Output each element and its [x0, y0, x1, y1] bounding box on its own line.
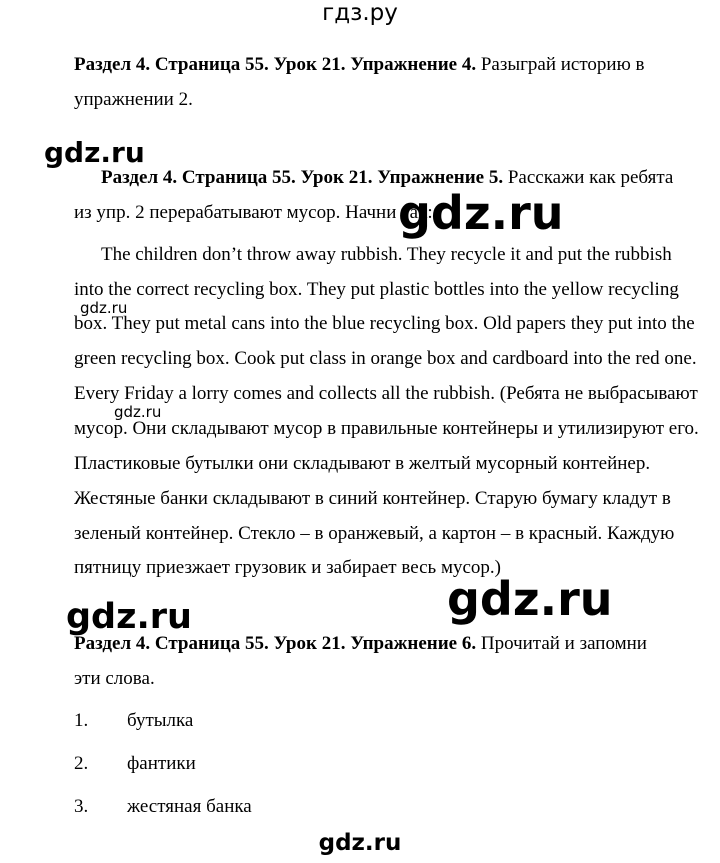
ex5-text-0: The children don’t throw away rubbish. They recycle it and put the rubbish — [101, 244, 672, 265]
ex5-text-1: into the correct recycling box. They put plastic bottles into the yellow recycling — [74, 279, 679, 300]
watermark-2: gdz.ru — [398, 186, 564, 240]
ex5-text-8: зеленый контейнер. Стекло – в оранжевый, а картон – в красный. Каждую — [74, 523, 675, 544]
ex6-task: Прочитай и запомни — [476, 633, 647, 654]
ex4-line2: упражнении 2. — [74, 89, 193, 110]
ex5-line2: из упр. 2 перерабатывают мусор. Начни так: — [74, 202, 433, 223]
ex4-line1 — [74, 54, 645, 76]
watermark-1: gdz.ru — [44, 136, 145, 169]
ex5-text-9: пятницу приезжает грузовик и забирает весь мусор.) — [74, 557, 501, 578]
ex4-heading: Раздел 4. Страница 55. Урок 21. Упражнение 4. — [74, 54, 477, 75]
list-item-2-word: фантики — [127, 753, 196, 774]
ex5-text-6: Пластиковые бутылки они складывают в желтый мусорный контейнер. — [74, 453, 651, 474]
watermark-5: gdz.ru — [66, 597, 192, 637]
ex5-task: Расскажи как ребята — [503, 167, 674, 188]
ex6-heading: Раздел 4. Страница 55. Урок 21. Упражнение 6. — [74, 633, 477, 654]
list-item-3-word: жестяная банка — [127, 796, 252, 817]
watermark-6: gdz.ru — [447, 572, 613, 626]
ex5-text-2: box. They put metal cans into the blue recycling box. Old papers they put into the — [74, 313, 695, 334]
ex5-text-4: Every Friday a lorry comes and collects all the rubbish. (Ребята не выбрасывают — [74, 383, 698, 404]
ex5-text-7: Жестяные банки складывают в синий контейнер. Старую бумагу кладут в — [74, 488, 671, 509]
watermark-3: gdz.ru — [80, 299, 128, 317]
ex5-line1 — [101, 167, 673, 189]
list-item-3-number: 3. — [74, 796, 89, 817]
ex6-line2: эти слова. — [74, 668, 155, 689]
ex5-text-5: мусор. Они складывают мусор в правильные контейнеры и утилизируют его. — [74, 418, 699, 439]
ex5-text-3: green recycling box. Cook put class in orange box and cardboard into the red one. — [74, 348, 697, 369]
list-item-1-number: 1. — [74, 710, 89, 731]
list-item-1-word: бутылка — [127, 710, 194, 731]
watermark-7: gdz.ru — [318, 830, 402, 856]
ex6-line1 — [74, 633, 647, 655]
ex5-heading: Раздел 4. Страница 55. Урок 21. Упражнение 5. — [101, 167, 504, 188]
watermark-4: gdz.ru — [114, 403, 162, 421]
site-header: гдз.ру — [322, 0, 398, 26]
ex4-task: Разыграй историю в — [476, 54, 645, 75]
list-item-2-number: 2. — [74, 753, 89, 774]
